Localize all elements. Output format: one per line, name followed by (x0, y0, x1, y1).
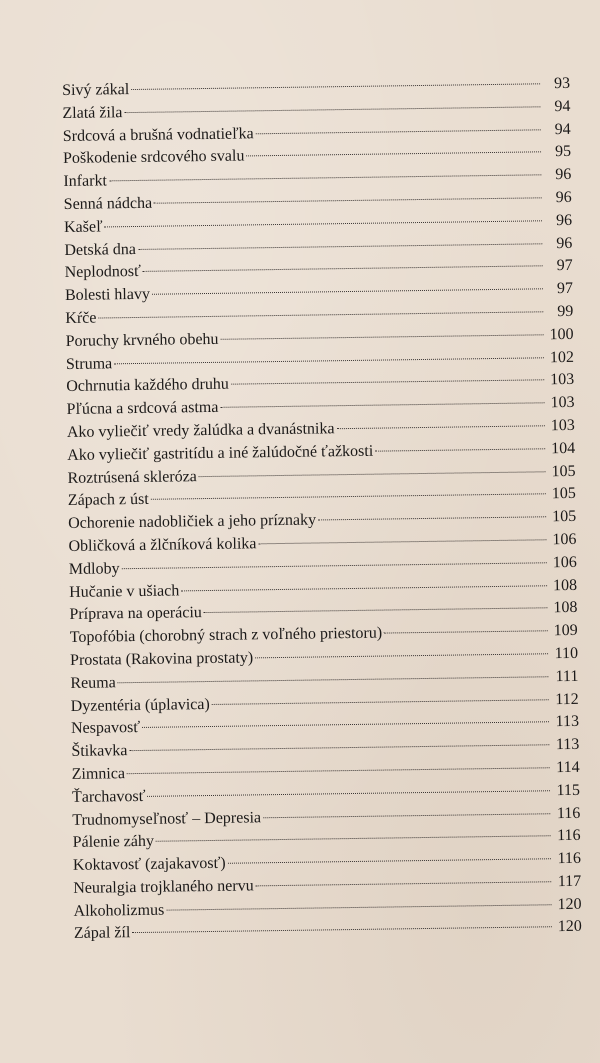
toc-entry-page-number: 108 (553, 599, 578, 617)
dot-leader (151, 494, 546, 501)
toc-entry-page-number: 111 (555, 667, 579, 685)
toc-entry-title: Srdcová a brušná vodnatieľka (62, 124, 254, 145)
toc-entry-title: Poškodenie srdcového svalu (62, 147, 245, 168)
toc-entry-title: Kašeľ (63, 218, 103, 236)
toc-entry-page-number: 94 (554, 120, 571, 138)
dot-leader (131, 83, 540, 90)
toc-entry-title: Ochorenie nadobličiek a jeho príznaky (68, 511, 317, 533)
toc-entry-title: Ako vyliečiť vredy žalúdka a dvanástnika (66, 420, 335, 441)
toc-entry-page-number: 96 (555, 166, 572, 184)
toc-entry-page-number: 96 (555, 211, 573, 229)
dot-leader (152, 288, 543, 294)
dot-leader (228, 858, 551, 864)
toc-entry-page-number: 109 (553, 621, 578, 640)
toc-entry-title: Sivý zákal (62, 81, 130, 99)
dot-leader (147, 790, 550, 797)
table-of-contents (62, 73, 582, 946)
toc-entry-title: Dyzentéria (úplavica) (70, 695, 210, 715)
toc-entry-title: Struma (65, 354, 113, 373)
toc-entry-page-number: 97 (556, 257, 573, 275)
toc-entry-title: Ťarchavosť (71, 787, 146, 806)
toc-entry-page-number: 96 (556, 234, 573, 252)
dot-leader (138, 243, 542, 250)
toc-entry-title: Pálenie záhy (72, 833, 155, 852)
dot-leader (212, 699, 549, 705)
toc-entry-page-number: 105 (551, 462, 576, 480)
dot-leader (181, 585, 547, 591)
toc-entry-page-number: 105 (551, 485, 576, 503)
toc-entry-page-number: 104 (551, 439, 576, 457)
toc-entry-page-number: 102 (549, 348, 575, 366)
toc-entry-title: Zlatá žila (62, 103, 123, 122)
dot-leader (132, 927, 552, 934)
toc-entry-title: Zimnica (71, 765, 126, 783)
dot-leader (337, 425, 545, 429)
dot-leader (143, 266, 543, 273)
toc-entry-title: Nespavosť (70, 719, 141, 738)
toc-entry-title: Senná nádcha (63, 194, 153, 213)
toc-entry-page-number: 105 (552, 508, 577, 526)
toc-entry-title: Poruchy krvného obehu (65, 330, 219, 350)
dot-leader (204, 608, 548, 614)
toc-entry-page-number: 116 (556, 804, 581, 822)
dot-leader (156, 836, 551, 843)
toc-entry-title: Bolesti hlavy (64, 285, 151, 305)
toc-entry-page-number: 116 (557, 827, 581, 845)
toc-entry-page-number: 108 (552, 576, 578, 594)
toc-entry-title: Topofóbia (chorobný strach z voľného priestoru) (69, 624, 383, 647)
dot-leader (114, 357, 544, 364)
dot-leader (220, 402, 544, 408)
toc-entry-page-number: 120 (557, 895, 582, 913)
dot-leader (375, 448, 545, 451)
toc-entry-page-number: 94 (554, 97, 571, 115)
toc-entry-page-number: 97 (556, 280, 574, 298)
toc-entry-title: Príprava na operáciu (69, 604, 202, 624)
toc-entry-title: Detská dna (64, 240, 137, 259)
toc-entry-title: Zápal žíl (73, 924, 131, 943)
dot-leader (154, 197, 542, 203)
toc-entry-page-number: 113 (555, 713, 580, 731)
toc-entry-page-number: 115 (556, 781, 581, 799)
toc-entry-page-number: 112 (555, 690, 579, 708)
dot-leader (256, 129, 541, 134)
toc-entry-page-number: 120 (557, 918, 582, 936)
dot-leader (256, 881, 552, 886)
dot-leader (246, 152, 541, 157)
toc-entry-title: Koktavosť (zajakavosť) (72, 854, 226, 875)
toc-entry-page-number: 99 (557, 302, 574, 321)
toc-entry-title: Neuralgia trojklaného nervu (73, 877, 254, 897)
dot-leader (166, 904, 551, 910)
dot-leader (384, 630, 548, 633)
toc-entry-page-number: 103 (550, 371, 575, 389)
toc-entry-page-number: 103 (550, 416, 575, 435)
dot-leader (121, 562, 546, 569)
dot-leader (255, 653, 548, 658)
dot-leader (105, 220, 542, 227)
dot-leader (142, 722, 549, 729)
toc-entry-title: Štikavka (71, 742, 128, 761)
dot-leader (118, 676, 549, 683)
toc-entry-title: Hučanie v ušiach (69, 581, 180, 601)
dot-leader (109, 175, 541, 182)
toc-entry-title: Infarkt (63, 172, 108, 191)
toc-entry-title: Ochrnutia každého druhu (66, 376, 229, 396)
toc-entry-title: Mdloby (68, 559, 120, 578)
dot-leader (263, 813, 550, 818)
toc-entry-page-number: 96 (555, 188, 572, 207)
toc-entry-page-number: 95 (554, 143, 572, 161)
toc-entry-page-number: 100 (549, 325, 574, 343)
toc-entry-title: Zápach z úst (67, 491, 149, 510)
toc-entry-title: Prostata (Rakovina prostaty) (69, 649, 254, 669)
toc-entry-title: Kŕče (65, 309, 97, 327)
dot-leader (98, 311, 543, 318)
dot-leader (318, 516, 546, 520)
toc-entry-title: Pľúcna a srdcová astma (66, 399, 219, 419)
toc-entry-page-number: 110 (554, 644, 579, 663)
toc-entry-title: Reuma (70, 674, 116, 692)
toc-entry-title: Trudnomyseľnosť – Depresia (72, 808, 262, 829)
dot-leader (127, 767, 550, 774)
toc-entry-page-number: 113 (555, 735, 580, 754)
dot-leader (231, 380, 544, 385)
toc-entry-title: Neplodnosť (64, 263, 141, 282)
dot-leader (220, 334, 543, 340)
toc-entry-page-number: 106 (552, 553, 577, 571)
toc-entry-page-number: 117 (557, 872, 582, 891)
toc-entry-page-number: 114 (556, 758, 580, 777)
dot-leader (124, 106, 540, 113)
dot-leader (199, 471, 546, 477)
toc-entry-page-number: 106 (552, 530, 577, 549)
toc-entry-title: Obličková a žlčníková kolika (68, 535, 257, 555)
toc-entry-page-number: 93 (553, 74, 571, 93)
toc-entry-title: Alkoholizmus (73, 901, 165, 920)
toc-entry-title: Roztrúsená skleróza (67, 467, 197, 487)
dot-leader (129, 744, 549, 751)
toc-entry-page-number: 116 (557, 849, 582, 868)
toc-entry-page-number: 103 (550, 394, 575, 412)
dot-leader (258, 539, 546, 544)
toc-entry-title: Ako vyliečiť gastritídu a iné žalúdočné ťažkosti (67, 442, 374, 464)
